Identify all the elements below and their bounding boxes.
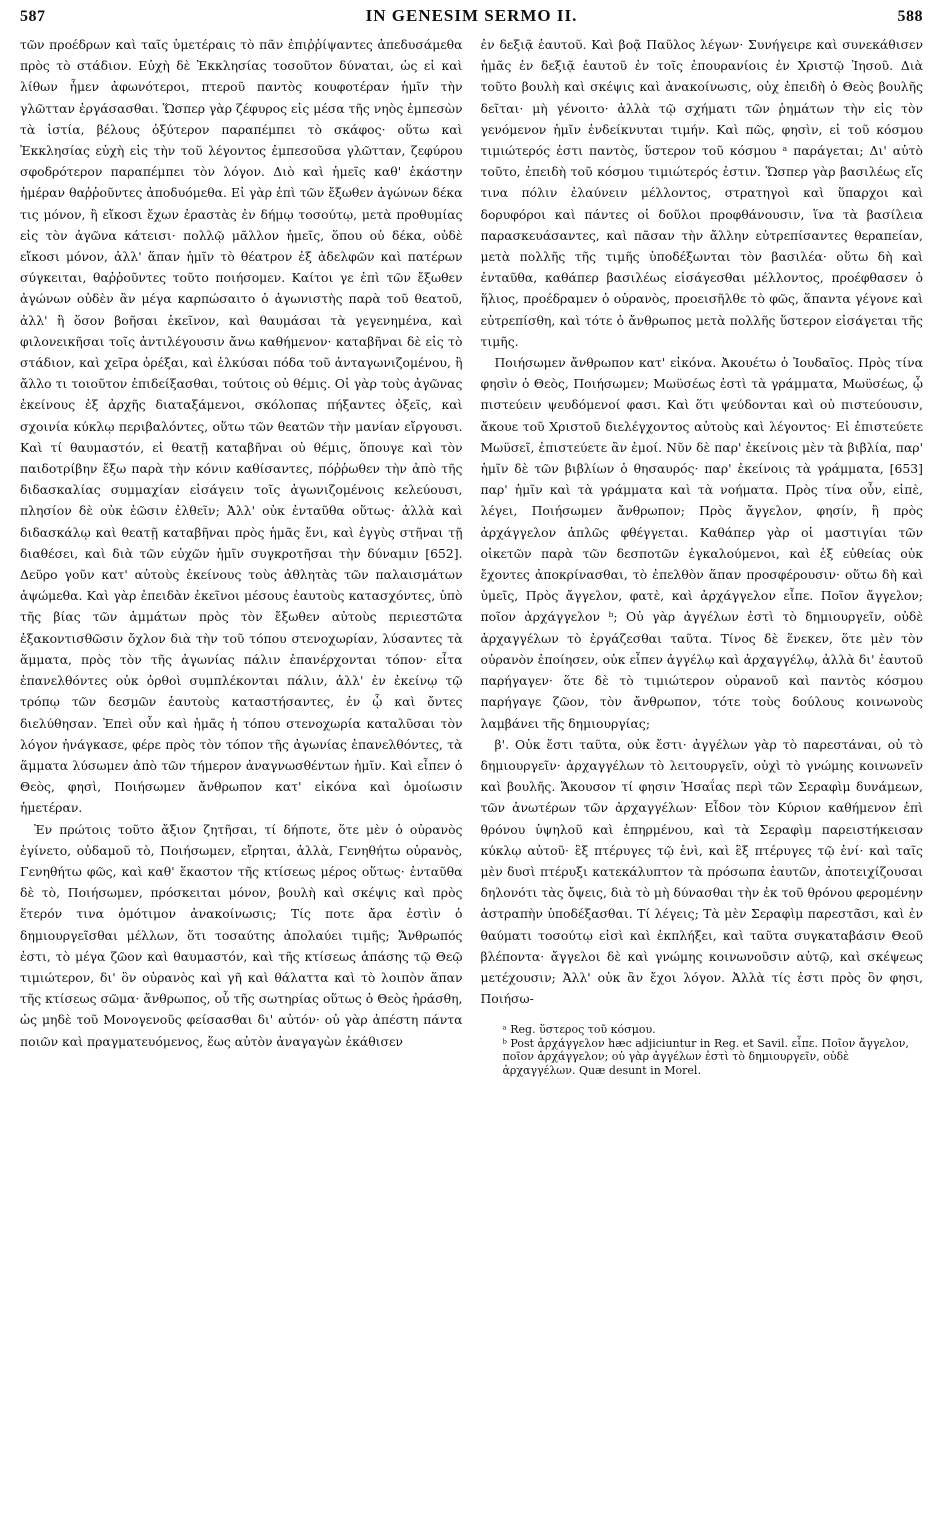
page-number-left: 587 (20, 8, 46, 25)
paragraph: τῶν προέδρων καὶ ταῖς ὑμετέραις τὸ πᾶν ἐπιῤῥίψαντες ἀπεδυσάμεθα πρὸς τὸ στάδιον. Εὐχὴ δὲ Ἐκκλησίας τοσοῦτον δύναται, ὡς εἰ καὶ λίθων ἦμεν ἀφωνότεροι, πτεροῦ παντὸς κουφοτέραν ἡμῖν τὴν γλῶτταν ἐργάσασθαι. Ὥσπερ γὰρ ζέφυρος εἰς μέσα τῆς νηὸς ἐμπεσὼν τὰ ἱστία, βέλους ὀξύτερον παραπέμπει τὸ σκάφος· οὕτω καὶ Ἐκκλησίας εὐχὴ εἰς τὴν τοῦ λέγοντος ἐμπεσοῦσα γλῶτταν, ζεφύρου σφοδρότερον παραπέμπει τὸν λόγον. Διὸ καὶ ἡμεῖς καθ' ἑκάστην ἡμέραν θαῤῥοῦντες ἀποδυόμεθα. Εἰ γὰρ ἐπὶ τῶν ἔξωθεν ἀγώνων δέκα τις μόνον, ἢ εἴκοσι ἔχων ἐραστὰς ἐν δήμῳ τοσούτῳ, μετὰ προθυμίας εἰς τὸν ἀγῶνα κάτεισι· πολλῷ μᾶλλον ἡμεῖς, ὅπου οὐ δέκα, οὐδὲ εἴκοσι μόνον, ἀλλ' ἅπαν ἡμῖν τὸ θέατρον ἐξ ἀδελφῶν καὶ πατέρων σύγκειται, θαῤῥοῦντες τοῦτο ποιήσομεν. Καίτοι γε ἐπὶ τῶν ἔξωθεν ἀγώνων οὐδὲν ἂν μέγα καρπώσαιτο ὁ ἀγωνιστὴς παρὰ τοῦ θεατοῦ, ἀλλ' ἢ ὅσον βοῆσαι ἐκεῖνον, καὶ θαυμάσαι τὰ γεγενημένα, καὶ φιλονεικῆσαι τοῖς ἀντιλέγουσιν ἄνω καθήμενον· καταβῆναι δὲ εἰς τὸ στάδιον, καὶ χεῖρα ὀρέξαι, καὶ ἑλκύσαι πόδα τοῦ ἀνταγωνιζομένου, ἢ ἄλλο τι τοιοῦτον ἐπιδείξασθαι, τούτοις οὐ θέμις. Οἱ γὰρ τοὺς ἀγῶνας ἐκείνους ἐξ ἀρχῆς διαταξάμενοι, σκόλοπας πήξαντες ὀξεῖς, καὶ σχοινία κύκλῳ περιβαλόντες, οὕτω τῶν θεατῶν τὴν μανίαν εἴργουσι. Καὶ τί θαυμαστόν, εἰ θεατῇ καταβῆναι οὐ θέμις, ὅπουγε καὶ τὸν παιδοτρίβην ἔξω παρὰ τὴν κόνιν καθίσαντες, πόῤῥωθεν τὴν ἀπὸ τῆς διδασκαλίας συμμαχίαν εἰσάγειν τοῖς ἀγωνιζομένοις κελεύουσι, πλησίον δὲ οὐκ ἐῶσιν ἐλθεῖν; Ἀλλ' οὐκ ἐνταῦθα οὕτως· ἀλλὰ καὶ διδασκάλῳ καὶ θεατῇ καταβῆναι πρὸς ἡμᾶς ἔνι, καὶ ἐγγὺς στῆναι τῇ διαθέσει, καὶ διὰ τῶν εὐχῶν ἡμῖν συγκροτῆσαι τὴν δύναμιν [652]. Δεῦρο γοῦν κατ' αὐτοὺς ἐκείνους τοὺς ἀθλητὰς τῶν παλαισμάτων ἁψώμεθα. Καὶ γὰρ ἐπειδὰν ἐκεῖνοι μέσους ἑαυτοὺς κατασχόντες, ὑπὸ τῆς βίας τῶν ἁμμάτων πρὸς τὸν ἔξωθεν αὐτοὺς περιεστῶτα ἐξακοντισθῶσιν ὄχλον διὰ τὴν τοῦ τόπου στενοχωρίαν, λύσαντες τὰ ἅμματα, πρὸς τὸν τῆς ἀγωνίας πάλιν ἐπανέρχονται τόπον· εἶτα ἐπανελθόντες οὐκ ὀρθοὶ συμπλέκονται πάλιν, ἀλλ' ἐν ἐκείνῳ τῷ τρόπῳ τῶν δεσμῶν ἑαυτοὺς καταστήσαντες, ἐν ᾧ καὶ ὄντες διελύθησαν. Ἐπεὶ οὖν καὶ ἡμᾶς ἡ τόπου στενοχωρία καταλῦσαι τὸν λόγον ἠνάγκασε, φέρε πρὸς τὸν τόπον τῆς ἀγωνίας ἐπανελθόντες, τὰ ἅμματα λύσωμεν ἀπὸ τῶν τήμερον ἀναγνωσθέντων ἡμῖν. Καὶ εἶπεν ὁ Θεὸς, φησὶ, Ποιήσωμεν ἄνθρωπον κατ' εἰκόνα καὶ ὁμοίωσιν ἡμετέραν. (20, 37, 463, 816)
paragraph: Ἐν πρώτοις τοῦτο ἄξιον ζητῆσαι, τί δήποτε, ὅτε μὲν ὁ οὐρανὸς ἐγίνετο, οὐδαμοῦ τὸ, Ποιήσωμεν, εἴρηται, ἀλλὰ, Γενηθήτω οὐρανὸς, Γενηθήτω φῶς, καὶ καθ' ἕκαστον τῆς κτίσεως μέρος οὕτως· ἐνταῦθα δὲ τὸ, Ποιήσωμεν, πρόσκειται μόνον, βουλὴ καὶ σκέψις καὶ πρὸς ἕτερόν τινα ὁμότιμον ἀνακοίνωσις; Τίς ποτε ἄρα ἐστὶν ὁ δημιουργεῖσθαι μέλλων, ὅτι τοσαύτης ἀπολαύει τιμῆς; Ἄνθρωπός ἐστι, τὸ μέγα ζῶον καὶ θαυμαστόν, καὶ τῆς κτίσεως ἁπάσης τῷ Θεῷ τιμιώτερον, δι' ὃν οὐρανὸς καὶ γῆ καὶ θάλαττα καὶ τὸ λοιπὸν ἅπαν τῆς κτίσεως σῶμα· ἄνθρωπος, οὗ τῆς σωτηρίας οὕτως ὁ Θεὸς ἠράσθη, ὡς μηδὲ τοῦ Μονογενοῦς φείσασθαι δι' αὐτόν· οὐ γὰρ ἀπέστη πάντα ποιῶν καὶ πραγματευόμενος, ἕως αὐτὸν ἀναγαγὼν ἐκάθισεν (20, 821, 463, 1049)
paragraph: ἐν δεξιᾷ ἑαυτοῦ. Καὶ βοᾷ Παῦλος λέγων· Συνήγειρε καὶ συνεκάθισεν ἡμᾶς ἐν δεξιᾷ ἑαυτοῦ ἐν τοῖς ἐπουρανίοις ἐν Χριστῷ Ἰησοῦ. Διὰ τοῦτο βουλὴ καὶ σκέψις καὶ ἀνακοίνωσις, οὐχ ἐπειδὴ ὁ Θεὸς βουλῆς δεῖται· μὴ γένοιτο· ἀλλὰ τῷ σχήματι τῶν ῥημάτων τὴν εἰς τὸν γενόμενον ἡμῖν ἐνδείκνυται τιμήν. Καὶ πῶς, φησὶν, εἰ τοῦ κόσμου τιμιώτερός ἐστι παντὸς, ὕστερον τοῦ κόσμου ᵃ παράγεται; Δι' αὐτὸ τοῦτο, ἐπειδὴ τοῦ κόσμου τιμιώτερός ἐστιν. Ὥσπερ γὰρ βασιλέως εἴς τινα πόλιν ἐλαύνειν μέλλοντος, στρατηγοὶ καὶ ὕπαρχοι καὶ δορυφόροι καὶ πάντες οἱ δοῦλοι προφθάνουσιν, ἵνα τὰ βασίλεια παρασκευάσαντες, καὶ πᾶσαν τὴν ἄλλην εὐτρεπίσαντες θεραπείαν, μετὰ πολλῆς τῆς τιμῆς ὑποδέξωνται τὸν βασιλέα· οὕτω δὴ καὶ ἐνταῦθα, καθάπερ βασιλέως εἰσάγεσθαι μέλλοντος, προέφθασεν ὁ ἥλιος, προέδραμεν ὁ οὐρανὸς, προεισῆλθε τὸ φῶς, ἅπαντα γέγονε καὶ εὐτρεπίσθη, καὶ τότε ὁ ἄνθρωπος μετὰ πολλῆς ὕστερον εἰσάγεται τῆς τιμῆς. (480, 37, 923, 349)
running-title: IN GENESIM SERMO II. (365, 6, 578, 25)
right-column (481, 34, 924, 1534)
paragraph: β'. Οὐκ ἔστι ταῦτα, οὐκ ἔστι· ἀγγέλων γὰρ τὸ παρεστάναι, οὐ τὸ δημιουργεῖν· ἀρχαγγέλων τὸ λειτουργεῖν, οὐχὶ τὸ γνώμης κοινωνεῖν καὶ βουλῆς. Ἄκουσον τί φησιν Ἡσαΐας περὶ τῶν Σεραφὶμ δυνάμεων, τῶν ἀνωτέρων τῶν ἀρχαγγέλων· Εἶδον τὸν Κύριον καθήμενον ἐπὶ θρόνου ὑψηλοῦ καὶ ἐπηρμένου, καὶ τὰ Σεραφὶμ παρειστήκεισαν κύκλῳ αὐτοῦ· ἓξ πτέρυγες τῷ ἑνὶ, καὶ ἓξ πτέρυγες τῷ ἑνί· καὶ ταῖς μὲν δυσὶ πτέρυξι κατεκάλυπτον τὰ πρόσωπα ἑαυτῶν, ἀποτειχίζουσαι δηλονότι τὰς ὄψεις, διὰ τὸ μὴ δύνασθαι τὴν ἐκ τοῦ θρόνου φερομένην ἀστραπὴν ὑποδέξασθαι. Τί λέγεις; Τὰ μὲν Σεραφὶμ παρεστᾶσι, καὶ ἐν θαύματι τοσούτῳ εἰσὶ καὶ ἐκπλήξει, καὶ ταῦτα συγκαταβάσιν Θεοῦ βλέποντα· ἄγγελοι δὲ καὶ γνώμης κοινωνοῦσιν αὐτῷ, καὶ σκέψεως μετέχουσιν; Ἀλλ' οὐκ ἂν ἔχοι λόγον. Ἀλλὰ τίς ἐστι πρὸς ὃν φησι, Ποιήσω- (480, 736, 923, 1007)
running-header (20, 6, 923, 34)
text-columns (20, 34, 923, 1534)
paragraph: Ποιήσωμεν ἄνθρωπον κατ' εἰκόνα. Ἀκουέτω ὁ Ἰουδαῖος. Πρὸς τίνα φησὶν ὁ Θεὸς, Ποιήσωμεν; Μωϋσέως ἐστὶ τὰ γράμματα, Μωϋσέως, ᾧ πιστεύειν ψευδόμενοί φασι. Καὶ ὅτι ψεύδονται καὶ οὐ πιστεύουσιν, ἄκουε τοῦ Χριστοῦ διελέγχοντος αὐτοὺς καὶ λέγοντος· Εἰ ἐπιστεύετε Μωϋσεῖ, ἐπιστεύετε ἂν ἐμοί. Νῦν δὲ παρ' ἐκείνοις μὲν τὰ βιβλία, παρ' ἡμῖν δὲ τῶν βιβλίων ὁ θησαυρός· παρ' ἐκείνοις τὰ γράμματα, [653] παρ' ἡμῖν καὶ τὰ γράμματα καὶ τὰ νοήματα. Πρὸς τίνα οὖν, εἰπὲ, λέγει, Ποιήσωμεν ἄνθρωπον; Πρὸς ἄγγελον, φησίν, ἢ πρὸς ἀρχάγγελον ἁπλῶς φθέγγεται. Καθάπερ γὰρ οἱ μαστιγίαι τῶν οἰκετῶν παρὰ τῶν δεσποτῶν ἐγκαλούμενοι, καὶ ἐξ εὐθείας οὐκ ἔχοντες ἀποκρίνασθαι, τὸ ἐπελθὸν ἅπαν προσφέρουσιν· οὕτω δὴ καὶ ὑμεῖς, Πρὸς ἄγγελον, φατὲ, καὶ ἀρχάγγελον εἶπε. Ποῖον ἄγγελον; ποῖον ἀρχάγγελον ᵇ; Οὐ γὰρ ἀγγέλων ἐστὶ τὸ δημιουργεῖν, οὐδὲ ἀρχαγγέλων τὸ ἐργάζεσθαι ταῦτα. Τίνος δὲ ἕνεκεν, ὅτε μὲν τὸν οὐρανὸν ἐποίησεν, οὐκ εἶπεν ἀγγέλῳ καὶ ἀρχαγγέλῳ, ἀλλὰ δι' ἑαυτοῦ παρήγαγεν· ὅτε δὲ τὸ τιμιώτερον οὐρανοῦ καὶ παντὸς κόσμου παρήγαγε ζῶον, τὸν ἄνθρωπον, τότε τοὺς δούλους κοινωνοὺς λαμβάνει τῆς δημιουργίας; (480, 355, 923, 731)
left-column (20, 34, 463, 1534)
footnotes (481, 1023, 924, 1077)
footnote: ᵇ Post ἀρχάγγελον hæc adjiciuntur in Reg. et Savil. εἶπε. Ποῖον ἄγγελον, ποῖον ἀρχάγγελον; οὐ γὰρ ἀγγέλων ἐστὶ τὸ δημιουργεῖν, οὐδὲ ἀρχαγγέλων. Quæ desunt in Morel. (502, 1036, 909, 1077)
page-number-right: 588 (897, 8, 923, 25)
footnote: ᵃ Reg. ὕστερος τοῦ κόσμου. (502, 1023, 656, 1037)
